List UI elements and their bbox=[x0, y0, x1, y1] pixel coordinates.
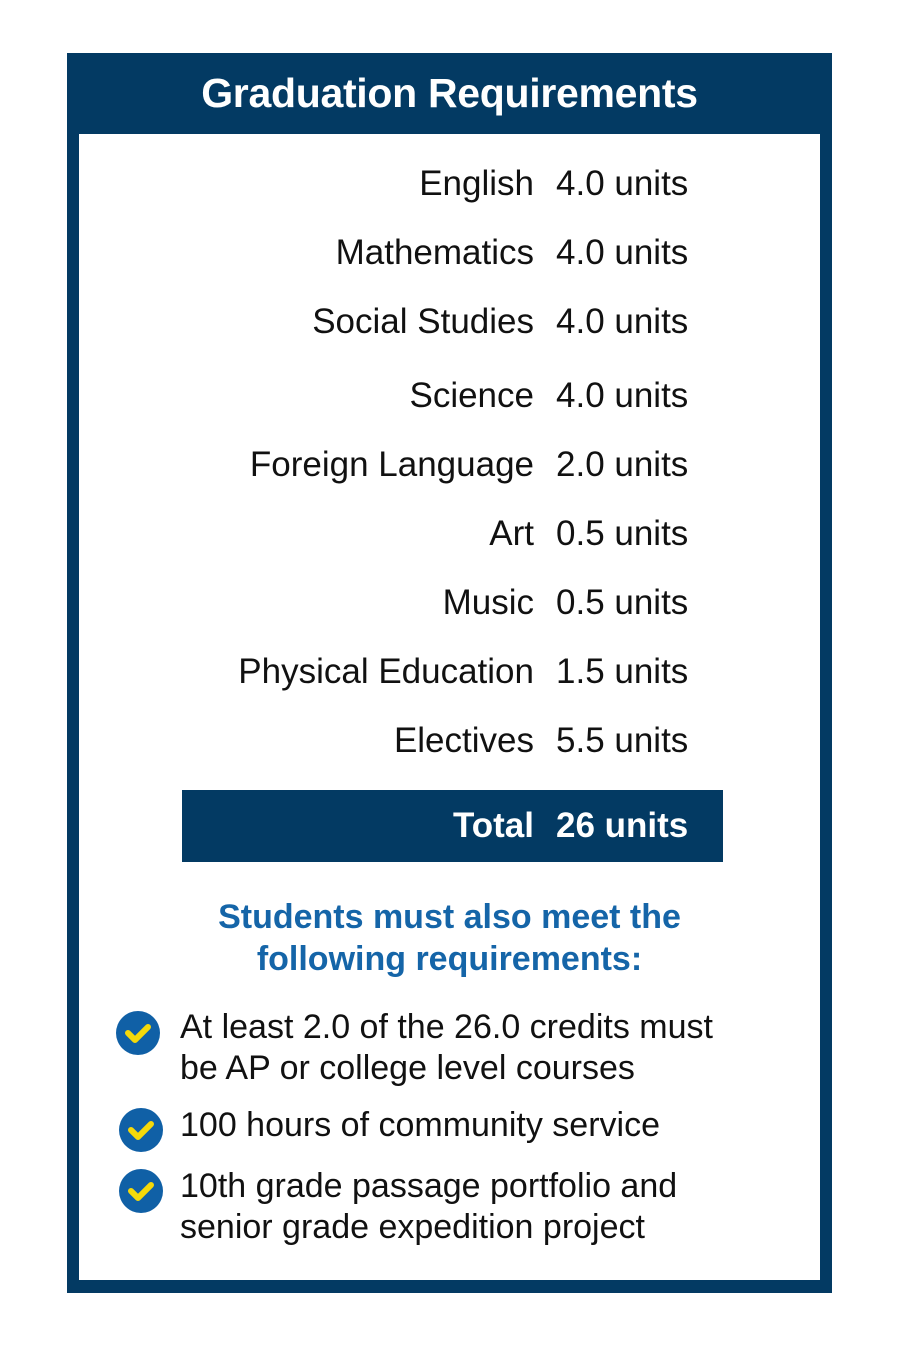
subject-label: Electives bbox=[393, 721, 534, 760]
requirement-row bbox=[79, 514, 820, 554]
subject-label: Mathematics bbox=[335, 233, 534, 272]
requirement-row bbox=[79, 721, 820, 761]
requirement-row bbox=[79, 583, 820, 623]
requirement-row bbox=[79, 445, 820, 485]
requirement-text: 100 hours of community service bbox=[180, 1106, 660, 1144]
card-title: Graduation Requirements bbox=[201, 70, 698, 116]
units-value: 5.5 units bbox=[556, 721, 689, 760]
requirement-row bbox=[79, 376, 820, 416]
check-circle-icon bbox=[119, 1169, 163, 1213]
total-bar bbox=[182, 790, 723, 862]
units-value: 1.5 units bbox=[556, 652, 689, 691]
subject-label: Science bbox=[409, 376, 534, 415]
units-value: 0.5 units bbox=[556, 583, 689, 622]
requirement-row bbox=[79, 302, 820, 342]
units-value: 2.0 units bbox=[556, 445, 689, 484]
total-value: 26 units bbox=[556, 806, 689, 845]
units-value: 4.0 units bbox=[556, 164, 689, 203]
additional-requirements-heading: Students must also meet the following requirements: bbox=[218, 898, 681, 978]
units-value: 4.0 units bbox=[556, 376, 689, 415]
units-value: 4.0 units bbox=[556, 302, 689, 341]
check-circle-icon bbox=[119, 1108, 163, 1152]
requirement-row bbox=[79, 652, 820, 692]
subject-label: Art bbox=[489, 514, 534, 553]
requirement-row bbox=[79, 233, 820, 273]
card-body bbox=[79, 134, 820, 1280]
units-value: 4.0 units bbox=[556, 233, 689, 272]
check-circle-icon bbox=[116, 1011, 160, 1055]
total-label: Total bbox=[452, 806, 534, 845]
requirement-text: 10th grade passage portfolio and senior grade expedition project bbox=[180, 1167, 678, 1246]
graduation-requirements-card bbox=[67, 53, 832, 1293]
subject-label: Foreign Language bbox=[249, 445, 534, 484]
subject-label: Music bbox=[442, 583, 534, 622]
subject-label: Physical Education bbox=[238, 652, 534, 691]
requirement-row bbox=[79, 164, 820, 204]
subject-label: English bbox=[419, 164, 534, 203]
units-value: 0.5 units bbox=[556, 514, 689, 553]
subject-label: Social Studies bbox=[312, 302, 534, 341]
requirement-text: At least 2.0 of the 26.0 credits must be AP or college level courses bbox=[180, 1008, 713, 1087]
